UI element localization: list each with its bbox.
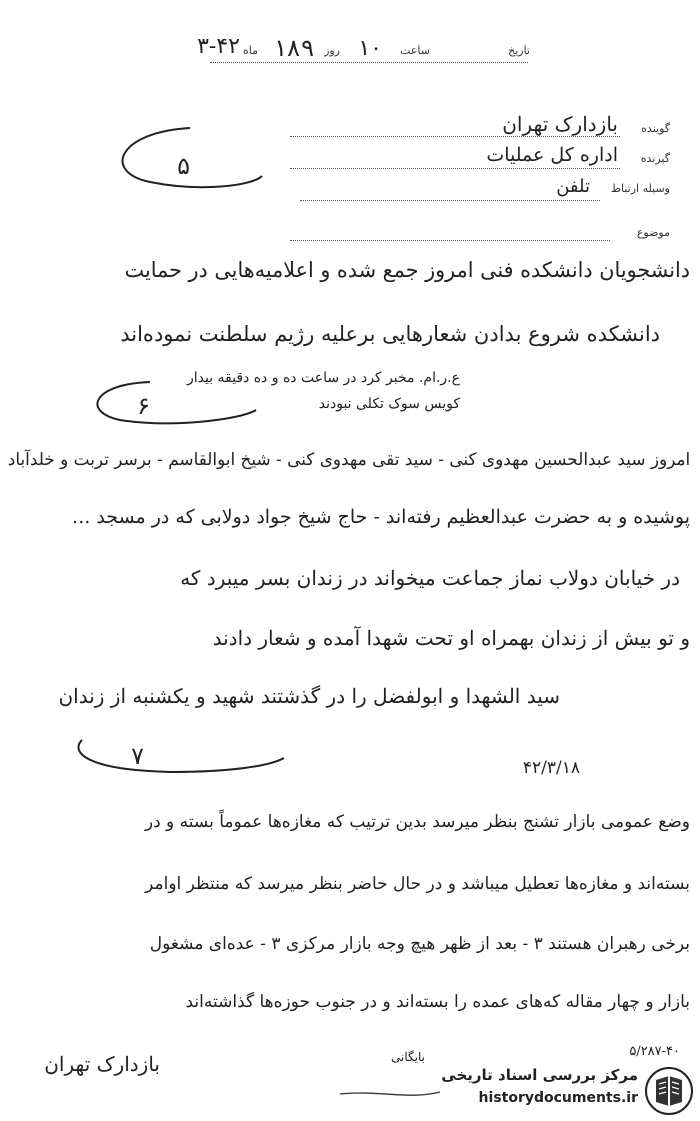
section-number-6: ۶: [137, 392, 150, 420]
receiver-value: اداره کل عملیات: [486, 144, 618, 166]
section-7-line: وضع عمومی بازار تشنج بنظر میرسد بدین ترتیب که مغازه‌ها عموماً بسته و در: [144, 812, 690, 832]
section-6-line: سید الشهدا و ابولفضل را در گذشتند شهید و یکشنبه از زندان: [58, 684, 560, 708]
section-bracket-5: [123, 128, 262, 187]
day-value: ۹: [301, 34, 314, 62]
hour-label: ساعت: [400, 44, 430, 57]
section-number-5: ۵: [177, 152, 190, 180]
section-7-line: برخی رهبران هستند ۳ - بعد از ظهر هیچ وجه بازار مرکزی ۳ - عده‌ای مشغول: [149, 934, 690, 954]
watermark: [410, 1062, 700, 1118]
signature: بازدارک تهران: [44, 1052, 160, 1076]
watermark-url: historydocuments.ir: [478, 1090, 638, 1106]
date-value: ۱۸: [274, 34, 300, 62]
section-number-7: ۷: [131, 742, 144, 770]
section-bracket-7: [78, 740, 284, 772]
section-6-line: و تو بیش از زندان بهمراه او تحت شهدا آمده و شعار دادند: [212, 626, 690, 650]
speaker-value: بازدارک تهران: [502, 112, 618, 136]
section-7-line: بازار و چهار مقاله که‌های عمده را بسته‌اند و در جنوب حوزه‌ها گذاشته‌اند: [185, 992, 690, 1012]
day-label: روز: [324, 44, 340, 57]
section-7-line: بسته‌اند و مغازه‌ها تعطیل میباشد و در حال حاضر بنظر میرسد که منتظر اوامر: [145, 874, 690, 894]
section-5-line: دانشجویان دانشکده فنی امروز جمع شده و اعلامیه‌هایی در حمایت: [124, 258, 691, 282]
section-6-line: پوشیده و به حضرت عبدالعظیم رفته‌اند - حاج شیخ جواد دولابی که در مسجد ...: [72, 506, 690, 528]
footer-note: بایگانی: [391, 1050, 425, 1064]
section-6-line: در خیابان دولاب نماز جماعت میخواند در زندان بسر میبرد که: [180, 566, 680, 590]
hour-value: ۱۰: [358, 36, 382, 61]
medium-value: تلفن: [556, 176, 590, 197]
section-5-line: دانشکده شروع بدادن شعارهایی برعلیه رژیم سلطنت نموده‌اند: [120, 322, 660, 346]
subject-label: موضوع: [636, 226, 670, 239]
date-label: تاریخ: [508, 44, 530, 57]
month-label: ماه: [242, 44, 258, 57]
section-6-note-line: کویس سوک تکلی نبودند: [318, 396, 460, 412]
section-bracket-6: [97, 382, 256, 423]
reference-number: ۵/۲۸۷-۴۰: [629, 1044, 680, 1059]
month-year-value: ۳-۴۲: [197, 34, 240, 59]
archive-logo-icon: [644, 1066, 694, 1116]
section-6-line: امروز سید عبدالحسین مهدوی کنی - سید تقی مهدوی کنی - شیخ ابوالقاسم - برسر تربت و خلدآباد: [7, 450, 690, 470]
receiver-label: گیرنده: [640, 152, 670, 165]
watermark-title: مرکز بررسی اسناد تاریخی: [441, 1066, 638, 1084]
speaker-label: گوینده: [641, 122, 670, 135]
medium-label: وسیله ارتباط: [610, 182, 670, 195]
section-6-note-line: ع.ر.ام. مخبر کرد در ساعت ده و ده دقیقه بیدار: [186, 370, 460, 386]
section-7-date: ۴۲/۳/۱۸: [522, 758, 580, 778]
